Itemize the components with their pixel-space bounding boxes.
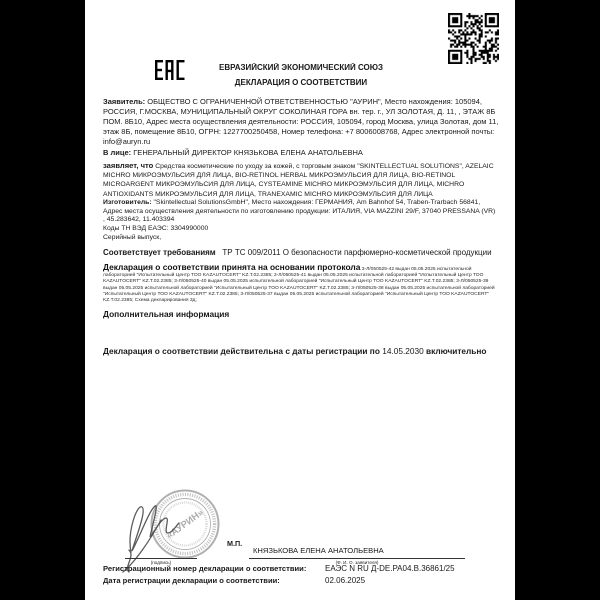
manufacturer-text: "Skintellectual SolutionsGmbH", Место нахождения: ГЕРМАНИЯ, Am Bahnhof 54, Traben-Trarbach 56841, Адрес места осуществления деятельности по изготовлению продукции: ИТАЛИЯ, VIA MAZZINI 29/F, 37040 PRESSANA (VR) , 45.283642, 11.403394 (103, 198, 496, 224)
validity-date: 14.05.2030 (382, 345, 424, 356)
applicant-text: ОБЩЕСТВО С ОГРАНИЧЕННОЙ ОТВЕТСТВЕННОСТЬЮ "АУРИН", Место нахождения: 105094, РОССИЯ, Г.МОСКВА, МУНИЦИПАЛЬНЫЙ ОКРУГ СОКОЛИНАЯ ГОРА вн. тер. г., УЛ ЗОЛОТАЯ, Д. 11, , ЭТАЖ 8Б ПОМ. 8Б10, Адрес места осуществления деятельности: РОССИЯ, 105094, город Москва, улица Золотая, дом 11, этаж 8Б, помещение 8Б10, ОГРН: 1227700250458, Номер телефона: +7 8006008768, Адрес электронной почты: info@auryn.ru (103, 97, 499, 146)
basis-paragraph (103, 264, 499, 304)
signature-caption: (подпись) (150, 560, 172, 565)
applicant-paragraph (103, 97, 499, 147)
manufacturer-label: Изготовитель: (103, 198, 152, 206)
registration-date-row (103, 576, 499, 585)
document-header (103, 0, 499, 97)
document-title: ДЕКЛАРАЦИЯ О СООТВЕТСТВИИ (234, 78, 368, 87)
declares-paragraph (103, 161, 499, 199)
signature-area (103, 478, 499, 578)
registration-block (103, 564, 499, 588)
declaration-document (85, 0, 515, 600)
registration-number-row (103, 564, 499, 573)
mp-seal-label: М.П. (227, 539, 243, 548)
validity-suffix: включительно (426, 345, 487, 356)
complies-paragraph (103, 248, 499, 259)
registration-date-label: Дата регистрации декларации о соответствии: (103, 576, 280, 585)
in-person-label: В лице: (103, 148, 132, 157)
complies-text: ТР ТС 009/2011 О безопасности парфюмерно-косметической продукции (222, 247, 492, 257)
signer-name-line (249, 558, 465, 559)
validity-paragraph (103, 346, 499, 357)
declares-label: заявляет, что (103, 161, 154, 170)
in-person-text: ГЕНЕРАЛЬНЫЙ ДИРЕКТОР КНЯЗЬКОВА ЕЛЕНА АНАТОЛЬЕВНА (133, 148, 363, 157)
qr-code (448, 13, 499, 64)
basis-label: Декларация о соответствии принята на основании протокола (103, 262, 361, 273)
complies-label: Соответствует требованиям (103, 247, 216, 257)
applicant-label: Заявитель: (103, 97, 146, 106)
additional-info-label: Дополнительная информация (103, 308, 230, 319)
document-content (103, 0, 499, 357)
signature-line (125, 558, 197, 559)
registration-date-value: 02.06.2025 (325, 576, 366, 585)
signer-name-caption: (Ф. И. О. заявителя) (335, 560, 379, 565)
serial-issue-line: Серийный выпуск, (103, 234, 162, 241)
tnved-codes-line: Коды ТН ВЭД ЕАЭС: 3304990000 (103, 225, 209, 233)
registration-number-value: ЕАЭС N RU Д-DE.PA04.B.36861/25 (325, 564, 455, 573)
signer-name: КНЯЗЬКОВА ЕЛЕНА АНАТОЛЬЕВНА (253, 546, 384, 555)
basis-protocols-text: 3-Л/050525-42 выдан 05.05.2025 испытательной лабораторией "Испытательный Центр ТОО KAZAUTOCERT" KZ.T.02.2385; 3-Л/050525-41 выдан 05.05.2025 испытательной лабораторией "Испытательный Центр ТОО KAZAUTOCERT" KZ.T.02.2385; 3-Л/050525-40 выдан 05.05.2025 испытательной лабораторией "Испытательный Центр ТОО KAZAUTOCERT" KZ.T.02.2385; 3-Л/050525-39 выдан 05.05.2025 испытательной лабораторией "Испытательный Центр ТОО KAZAUTOCERT" KZ.T.02.2385; 3-Л/050525-38 выдан 05.05.2025 испытательной лабораторией "Испытательный Центр ТОО KAZAUTOCERT" KZ.T.02.2385; 3-Л/050525-37 выдан 05.05.2025 испытательной лабораторией "Испытательный Центр ТОО KAZAUTOCERT" KZ.T.02.2385; Схема декларирования 3д; (103, 267, 495, 303)
product-list-text: Средства косметические по уходу за кожей, с торговым знаком "SKINTELLECTUAL SOLUTIONS", AZELAIC MICHRO МИКРОЭМУЛЬСИЯ ДЛЯ ЛИЦА, BIO-RETINOL HERBAL МИКРОЭМУЛЬСИЯ ДЛЯ ЛИЦА, BIO-RETINOL MICROARGENT МИКРОЭМУЛЬСИЯ ДЛЯ ЛИЦА, CYSTEAMINE MICHRO МИКРОЭМУЛЬСИЯ ДЛЯ ЛИЦА, MICHRO ANTIOXIDANTS МИКРОЭМУЛЬСИЯ ДЛЯ ЛИЦА, TRANEXAMIC MICHRO МИКРОЭМУЛЬСИЯ ДЛЯ ЛИЦА (103, 163, 494, 198)
union-title: ЕВРАЗИЙСКИЙ ЭКОНОМИЧЕСКИЙ СОЮЗ (218, 63, 384, 72)
manufacturer-paragraph (103, 199, 499, 225)
registration-number-label: Регистрационный номер декларации о соответствии: (103, 564, 307, 573)
in-person-paragraph (103, 148, 499, 158)
validity-prefix: Декларация о соответствии действительна с даты регистрации по (103, 345, 380, 356)
stamp-center-text: «АУРИН» (164, 507, 206, 542)
